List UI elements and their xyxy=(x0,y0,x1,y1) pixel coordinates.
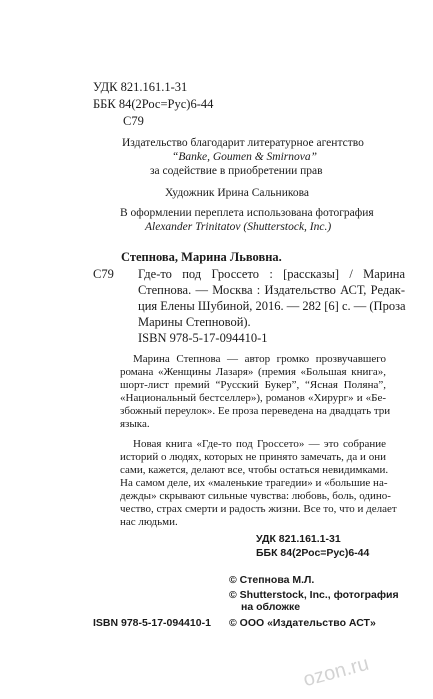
bbk-code: ББК 84(2Рос=Рус)6-44 xyxy=(93,97,214,111)
bottom-udk: УДК 821.161.1-31 xyxy=(256,533,341,545)
copyright-author: © Степнова М.Л. xyxy=(229,574,315,586)
annotation-line: дежды» скрывают сильные чувства: любовь, боль, одино- xyxy=(120,490,391,502)
annotation-line: сами, кажется, делают все, чтобы остаться невидимками. xyxy=(120,464,389,476)
annotation-paragraph xyxy=(120,438,397,529)
udk-code: УДК 821.161.1-31 xyxy=(93,80,188,94)
author-mark: С79 xyxy=(123,114,144,128)
record-line: ция Елены Шубиной, 2016. — 282 [6] с. — (Проза xyxy=(138,299,406,313)
record-isbn: ISBN 978-5-17-094410-1 xyxy=(138,331,268,345)
annotation-line: историй о людях, которых не принято замечать, да и они xyxy=(120,451,386,463)
record-mark: С79 xyxy=(93,267,114,281)
record-line: Марины Степновой). xyxy=(138,315,251,329)
cover-photo-credit: Alexander Trinitatov (Shutterstock, Inc.) xyxy=(145,221,332,233)
annotation-line: романа «Женщины Лазаря» (премия «Большая книга», xyxy=(120,366,386,378)
author-heading: Степнова, Марина Львовна. xyxy=(121,250,282,264)
annotation-line: Марина Степнова — автор громко прозвучавшего xyxy=(133,353,386,365)
record-line: Степнова. — Москва : Издательство АСТ, Редак- xyxy=(138,283,405,297)
annotation-line: «Национальный бестселлер»), романов «Хирург» и «Бе- xyxy=(120,392,386,404)
record-line: Где-то под Гроссето : [рассказы] / Марина xyxy=(138,267,405,281)
watermark xyxy=(301,653,371,692)
annotation-line: На самом деле, их «маленькие трагедии» и «большие на- xyxy=(120,477,388,489)
copyright-photo-cont: на обложке xyxy=(241,601,301,613)
watermark-text: ozon.ru xyxy=(301,652,372,692)
artist-credit: Художник Ирина Сальникова xyxy=(165,187,309,199)
annotation-line: Новая книга «Где-то под Гроссето» — это собрание xyxy=(133,438,386,450)
publisher-note-line: за содействие в приобретении прав xyxy=(150,165,323,177)
bottom-isbn: ISBN 978-5-17-094410-1 xyxy=(93,617,211,629)
annotation-line: нас людьми. xyxy=(120,516,178,528)
agency-name: “Banke, Goumen & Smirnova” xyxy=(172,151,318,163)
cover-photo-line: В оформлении переплета использована фотография xyxy=(120,207,374,219)
copyright-photo: © Shutterstock, Inc., фотография xyxy=(229,589,399,601)
annotation-line: збожный переулок». Ее проза переведена на двадцать три xyxy=(120,405,391,417)
record-description xyxy=(138,266,405,330)
annotation-line: шорт-лист премий “Русский Букер”, “Ясная Поляна”, xyxy=(120,379,386,391)
annotation-line: чество, страх смерти и радость жизни. Все то, что и делает xyxy=(120,503,397,515)
copyright-publisher: © ООО «Издательство АСТ» xyxy=(229,617,376,629)
annotation-paragraph xyxy=(120,353,391,431)
annotation-line: языка. xyxy=(120,418,150,430)
publisher-note-line: Издательство благодарит литературное агентство xyxy=(122,137,364,149)
bottom-bbk: ББК 84(2Рос=Рус)6-44 xyxy=(256,547,370,559)
